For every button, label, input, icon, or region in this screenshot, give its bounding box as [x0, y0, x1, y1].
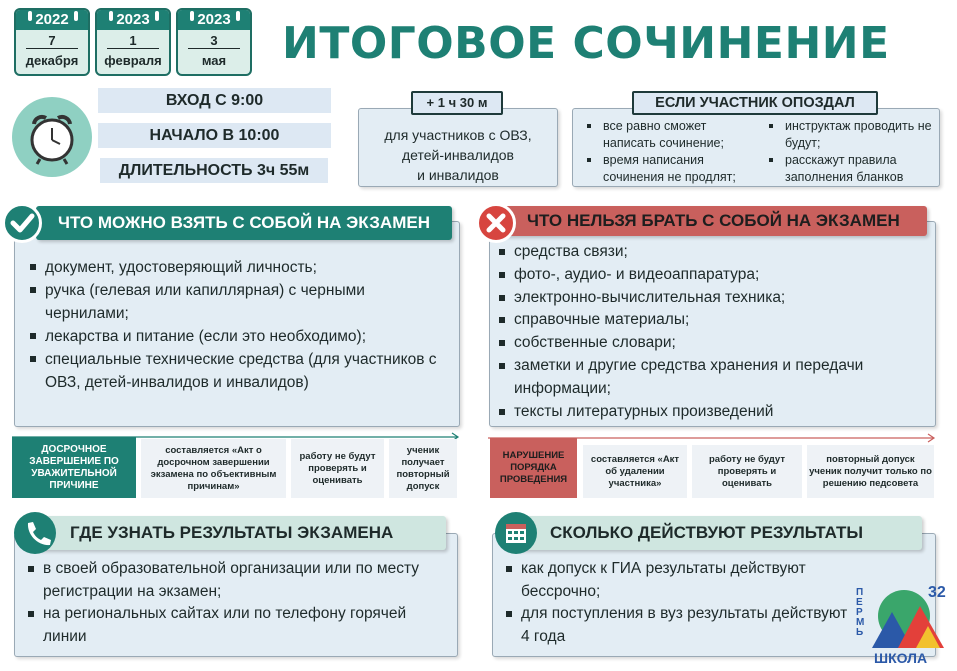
calendar-year: 2023 — [97, 10, 169, 30]
phone-icon — [14, 512, 56, 554]
calendar-month: декабря — [25, 53, 79, 68]
calendar-day: 3 — [188, 34, 240, 49]
results-where-list — [25, 558, 447, 648]
extra-time-tag: + 1 ч 30 м — [411, 91, 503, 115]
allowed-panel — [14, 221, 460, 427]
calendar-ring — [190, 11, 194, 21]
results-where-header — [36, 516, 446, 550]
logo-vertical-text: ПЕРМЬ — [856, 587, 865, 638]
duration: ДЛИТЕЛЬНОСТЬ 3ч 55м — [100, 158, 328, 183]
early-finish-not-checked: работу не будут проверять и оценивать — [291, 439, 384, 498]
calendar-year: 2022 — [16, 10, 88, 30]
extra-time-text: и инвалидов — [417, 167, 499, 183]
late-right-list — [767, 118, 937, 186]
logo-number: 32 — [928, 584, 946, 601]
list-item: специальные технические средства (для участников с ОВЗ, детей-инвалидов и инвалидов) — [27, 348, 449, 394]
list-item: инструктаж проводить не будут; — [767, 118, 937, 152]
calendar-tile-2 — [95, 8, 171, 76]
calendar-year: 2023 — [178, 10, 250, 30]
calendar-tile-3 — [176, 8, 252, 76]
forbidden-list — [496, 241, 929, 423]
entry-time: ВХОД С 9:00 — [98, 88, 331, 113]
violation-box: НАРУШЕНИЕ ПОРЯДКА ПРОВЕДЕНИЯ — [490, 438, 577, 498]
allowed-header-text: ЧТО МОЖНО ВЗЯТЬ С СОБОЙ НА ЭКЗАМЕН — [58, 213, 430, 232]
calendar-month: февраля — [104, 53, 162, 68]
list-item: документ, удостоверяющий личность; — [27, 256, 449, 279]
late-left-list — [585, 118, 755, 186]
list-item: в своей образовательной организации или по месту регистрации на экзамен; — [25, 558, 447, 603]
calendar-ring — [155, 11, 159, 21]
extra-time-text: детей-инвалидов — [401, 147, 514, 163]
early-finish-readmit: ученик получает повторный допуск — [389, 439, 457, 498]
violation-not-checked: работу не будут проверять и оценивать — [692, 445, 802, 498]
calendar-tile-1 — [14, 8, 90, 76]
list-item: на региональных сайтах или по телефону горячей линии — [25, 603, 447, 648]
list-item: время написания сочинения не продлят; — [585, 152, 755, 186]
calendar-ring — [109, 11, 113, 21]
cross-icon — [476, 203, 516, 243]
list-item: фото-, аудио- и видеоаппаратура; — [496, 264, 929, 287]
results-where-header-text: ГДЕ УЗНАТЬ РЕЗУЛЬТАТЫ ЭКЗАМЕНА — [70, 523, 394, 542]
results-valid-header-text: СКОЛЬКО ДЕЙСТВУЮТ РЕЗУЛЬТАТЫ — [550, 523, 864, 542]
allowed-header — [36, 206, 452, 240]
violation-readmit: повторный допуск ученик получит только по решению педсовета — [807, 445, 934, 498]
calendar-ring — [28, 11, 32, 21]
calendar-ring — [74, 11, 78, 21]
calendar-day: 7 — [26, 34, 78, 49]
list-item: как допуск к ГИА результаты действуют бессрочно; — [503, 558, 859, 603]
late-tag: ЕСЛИ УЧАСТНИК ОПОЗДАЛ — [632, 91, 878, 115]
list-item: средства связи; — [496, 241, 929, 264]
list-item: электронно-вычислительная техника; — [496, 287, 929, 310]
violation-act: составляется «Акт об удалении участника» — [583, 445, 687, 498]
calendar-ring — [236, 11, 240, 21]
list-item: для поступления в вуз результаты действуют 4 года — [503, 603, 859, 648]
late-panel — [572, 108, 940, 187]
extra-time-text: для участников с ОВЗ, — [384, 127, 532, 143]
list-item: лекарства и питание (если это необходимо); — [27, 325, 449, 348]
calendar-icon — [495, 512, 537, 554]
early-finish-box: ДОСРОЧНОЕ ЗАВЕРШЕНИЕ ПО УВАЖИТЕЛЬНОЙ ПРИЧИНЕ — [12, 437, 136, 498]
school-logo — [850, 580, 954, 668]
start-time: НАЧАЛО В 10:00 — [98, 123, 331, 148]
results-valid-list — [503, 558, 859, 648]
list-item: собственные словари; — [496, 332, 929, 355]
calendar-day: 1 — [107, 34, 159, 49]
list-item: расскажут правила заполнения бланков — [767, 152, 937, 186]
results-where-panel — [14, 533, 458, 657]
page-title: ИТОГОВОЕ СОЧИНЕНИЕ — [282, 18, 890, 69]
allowed-list — [27, 256, 449, 394]
list-item: тексты литературных произведений — [496, 401, 929, 424]
list-item: ручка (гелевая или капиллярная) с черными чернилами; — [27, 279, 449, 325]
check-icon — [2, 203, 42, 243]
list-item: все равно сможет написать сочинение; — [585, 118, 755, 152]
extra-time-panel — [358, 108, 558, 187]
calendar-month: мая — [201, 53, 227, 68]
alarm-clock-icon — [12, 97, 92, 177]
list-item: заметки и другие средства хранения и передачи информации; — [496, 355, 929, 401]
early-finish-act: составляется «Акт о досрочном завершении экзамена по объективным причинам» — [141, 439, 286, 498]
results-valid-header — [514, 516, 922, 550]
forbidden-panel — [489, 221, 936, 427]
logo-word: ШКОЛА — [874, 650, 928, 666]
list-item: справочные материалы; — [496, 309, 929, 332]
forbidden-header-text: ЧТО НЕЛЬЗЯ БРАТЬ С СОБОЙ НА ЭКЗАМЕН — [527, 211, 900, 230]
forbidden-header — [505, 206, 927, 236]
